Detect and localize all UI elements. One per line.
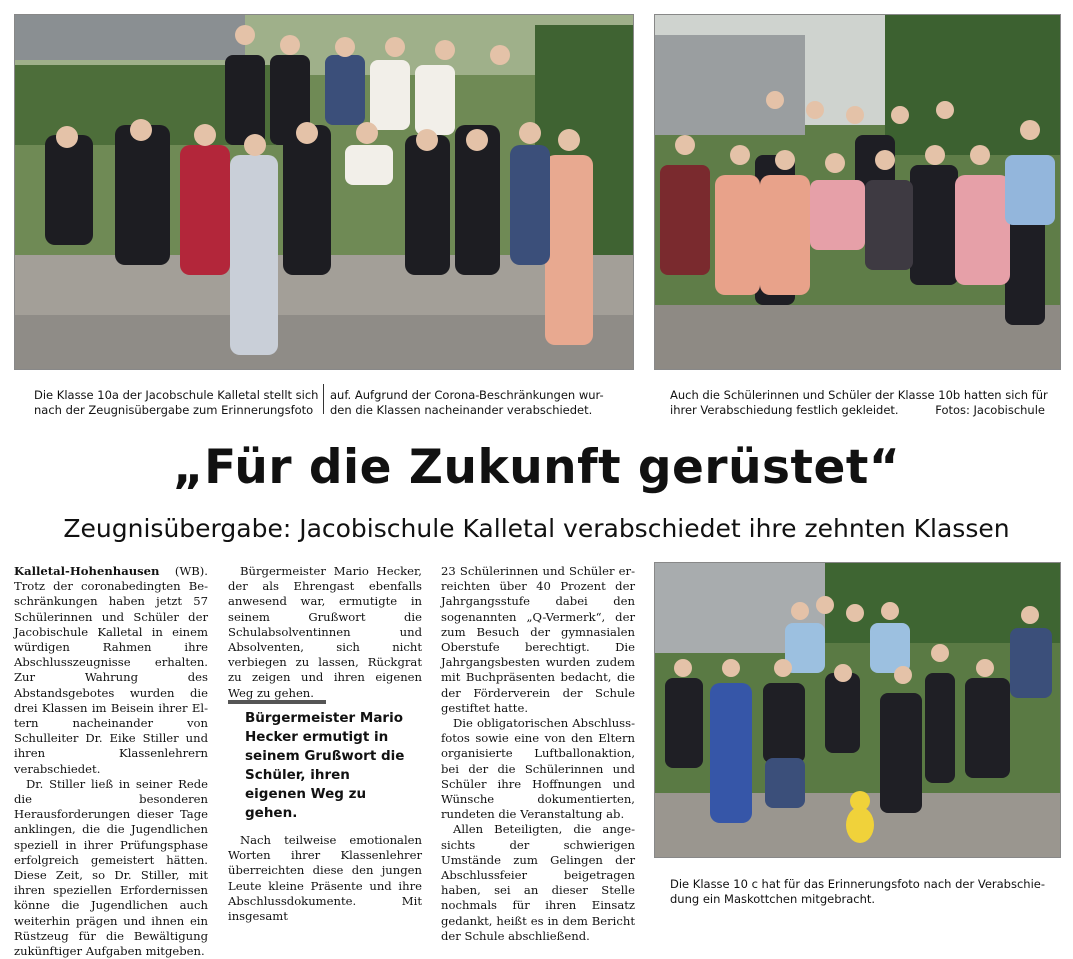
headline: „Für die Zukunft gerüstet“ (172, 440, 901, 495)
caption-photo1-part1: Die Klasse 10a der Jacobschule Kalletal stellt sich nach der Zeugnisübergabe zum Erinnerungsfoto (34, 388, 319, 417)
photo-class-10c (654, 562, 1061, 858)
paragraph-text: Trotz der coronabedingten Beschränkungen haben jetzt 57 Schülerinnen und Schüler der Jacobischule Kalletal in einem würdigen Rahmen ihre Abschlusszeugnisse erhalten. Zur Wahrung des Abstandsgebotes wurden die drei Klassen im Beisein ihrer Eltern nacheinander von Schulleiter Dr. Eike Stiller und ihren Klassenlehrern verabschiedet. (14, 579, 208, 776)
article-paragraph: Dr. Stiller ließ in seiner Rede die besonderen Herausforderungen dieser Tage anklingen, die die Jugendlichen speziell in ihrer Prüfungsphase erfolgreich gemeistert hätten. Diese Zeit, so Dr. Stiller, mit ihren speziellen Erfordernissen könne die Jugendlichen auch weiterhin prägen und ihnen ein Rüstzeug für die Bewältigung zukünftiger Aufgaben mitgeben. (14, 776, 208, 959)
article-column-1 (14, 564, 208, 959)
article-column-2 (228, 564, 422, 701)
article-paragraph (14, 564, 208, 777)
photo-class-10b (654, 14, 1061, 370)
article-paragraph: Nach teilweise emotionalen Worten ihrer Klassenlehrer überreichten diese den jungen Leute kleine Präsente und ihre Abschlussdokumente. Mit insgesamt (228, 833, 422, 924)
photo-credit: Fotos: Jacobischule (935, 403, 1045, 417)
article-column-2-continued (228, 833, 422, 924)
article-paragraph: 23 Schülerinnen und Schüler erreichten über 40 Prozent der Jahrgangsstufe dabei den sogenannten „Q-Vermerk“, der zum Besuch der gymnasialen Oberstufe berechtigt. Die Jahrgangsbesten wurden zudem mit Buchpräsenten bedacht, die der Förderverein der Schule gestiftet hatte. (441, 564, 635, 715)
dateline: Kalletal-Hohenhausen (14, 564, 160, 578)
dateline-source: (WB). (174, 564, 208, 578)
subheadline: Zeugnisübergabe: Jacobischule Kalletal verabschiedet ihre zehnten Klassen (63, 514, 1010, 543)
caption-photo1-part2: auf. Aufgrund der Corona-Beschränkungen wur- den die Klassen nacheinander verabschiedet. (330, 388, 604, 417)
caption-divider (323, 384, 324, 414)
article-column-3 (441, 564, 635, 944)
article-paragraph: Allen Beteiligten, die angesichts der schwierigen Umstände zum Gelingen der Abschlussfeier beigetragen haben, sei an dieser Stelle nochmals für ihren Einsatz gedankt, heißt es in dem Bericht der Schule abschließend. (441, 822, 635, 943)
caption-photo2: Auch die Schülerinnen und Schüler der Klasse 10b hatten sich für ihrer Verabschiedung festlich gekleidet. (670, 388, 1048, 417)
article-paragraph: Bürgermeister Mario Hecker, der als Ehrengast ebenfalls anwesend war, ermutigte in seinem Grußwort die Schulabsolventinnen und Absolventen, sich nicht verbiegen zu lassen, Rückgrat zu zeigen und ihren eigenen Weg zu gehen. (228, 564, 422, 700)
quote-rule (228, 700, 326, 704)
caption-photo3: Die Klasse 10 c hat für das Erinnerungsfoto nach der Verabschie- dung ein Maskottchen mitgebracht. (670, 877, 1045, 906)
article-paragraph: Die obligatorischen Abschlussfotos sowie eine von den Eltern organisierte Luftballonaktion, bei der die Schülerinnen und Schüler ihre Hoffnungen und Wünsche dokumentierten, rundeten die Veranstaltung ab. (441, 716, 635, 822)
pull-quote: Bürgermeister Mario Hecker ermutigt in seinem Grußwort die Schüler, ihren eigenen Weg zu gehen. (245, 710, 405, 821)
photo-class-10a (14, 14, 634, 370)
